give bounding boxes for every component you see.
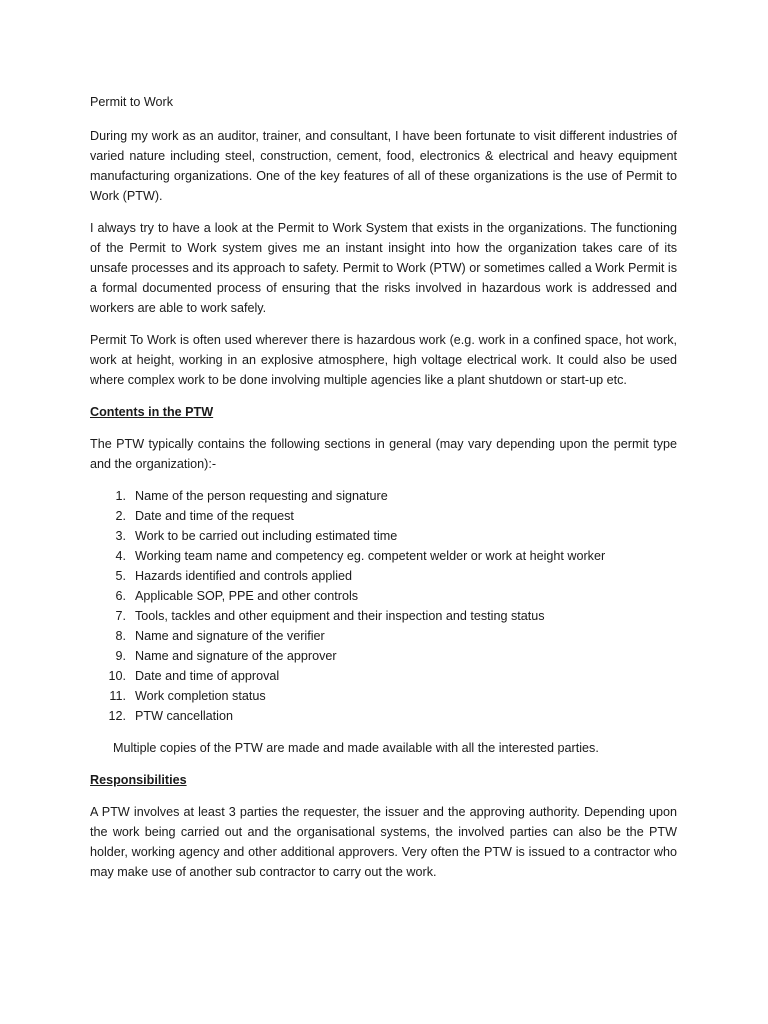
- list-item: [90, 526, 677, 546]
- list-item-text: Tools, tackles and other equipment and their inspection and testing status: [135, 609, 545, 623]
- list-item-text: Work to be carried out including estimated time: [135, 529, 398, 543]
- list-item: [90, 606, 677, 626]
- list-item: [90, 506, 677, 526]
- list-item-text: Name and signature of the verifier: [135, 629, 325, 643]
- intro-paragraph-1: During my work as an auditor, trainer, and consultant, I have been fortunate to visit different industries of varied nature including steel, construction, cement, food, electronics & electrical and heavy equipment manufacturing organizations. One of the key features of all of these organizations is the use of Permit to Work (PTW).: [90, 129, 677, 203]
- list-item-number: 4.: [115, 549, 126, 563]
- list-item-text: Name of the person requesting and signature: [135, 489, 388, 503]
- list-item-number: 12.: [108, 709, 126, 723]
- list-item-text: PTW cancellation: [135, 709, 233, 723]
- list-item-number: 5.: [115, 569, 126, 583]
- list-item-text: Name and signature of the approver: [135, 649, 337, 663]
- intro-paragraph-2: I always try to have a look at the Permit to Work System that exists in the organizations. The functioning of the Permit to Work system gives me an instant insight into how the organization takes care of its unsafe processes and its approach to safety. Permit to Work (PTW) or sometimes called a Work Permit is a formal documented process of ensuring that the risks involved in hazardous work is addressed and workers are able to work safely.: [90, 221, 677, 315]
- list-item: [90, 646, 677, 666]
- contents-closing: Multiple copies of the PTW are made and made available with all the interested parties.: [113, 741, 599, 755]
- document-page: [90, 92, 677, 894]
- list-item: [90, 586, 677, 606]
- list-item-text: Working team name and competency eg. competent welder or work at height worker: [135, 549, 606, 563]
- responsibilities-paragraph: A PTW involves at least 3 parties the requester, the issuer and the approving authority. Depending upon the work being carried out and the organisational systems, the involved parties can also be the PTW holder, working agency and other additional approvers. Very often the PTW is issued to a contractor who may make use of another sub contractor to carry out the work.: [90, 805, 677, 879]
- list-item: [90, 546, 677, 566]
- intro-paragraph-3: Permit To Work is often used wherever there is hazardous work (e.g. work in a confined space, hot work, work at height, working in an explosive atmosphere, high voltage electrical work. It could also be used where complex work to be done involving multiple agencies like a plant shutdown or start-up etc.: [90, 333, 677, 387]
- list-item: [90, 626, 677, 646]
- list-item: [90, 666, 677, 686]
- list-item: [90, 566, 677, 586]
- list-item-text: Hazards identified and controls applied: [135, 569, 353, 583]
- list-item-text: Date and time of the request: [135, 509, 294, 523]
- list-item-number: 1.: [115, 489, 126, 503]
- list-item-number: 11.: [109, 689, 126, 703]
- list-item-text: Work completion status: [135, 689, 266, 703]
- list-item: [90, 486, 677, 506]
- list-item-number: 6.: [115, 589, 126, 603]
- list-item-number: 9.: [115, 649, 126, 663]
- contents-heading: Contents in the PTW: [90, 405, 214, 419]
- list-item-number: 2.: [115, 509, 126, 523]
- document-title: Permit to Work: [90, 95, 174, 109]
- list-item: [90, 686, 677, 706]
- list-item-text: Date and time of approval: [135, 669, 280, 683]
- list-item-text: Applicable SOP, PPE and other controls: [135, 589, 359, 603]
- list-item-number: 3.: [115, 529, 126, 543]
- list-item-number: 7.: [115, 609, 126, 623]
- contents-intro: The PTW typically contains the following sections in general (may vary depending upon the permit type and the organization):-: [90, 437, 677, 471]
- list-item: [90, 706, 677, 726]
- contents-list: [90, 486, 677, 726]
- responsibilities-heading: Responsibilities: [90, 773, 187, 787]
- list-item-number: 10.: [108, 669, 126, 683]
- list-item-number: 8.: [115, 629, 126, 643]
